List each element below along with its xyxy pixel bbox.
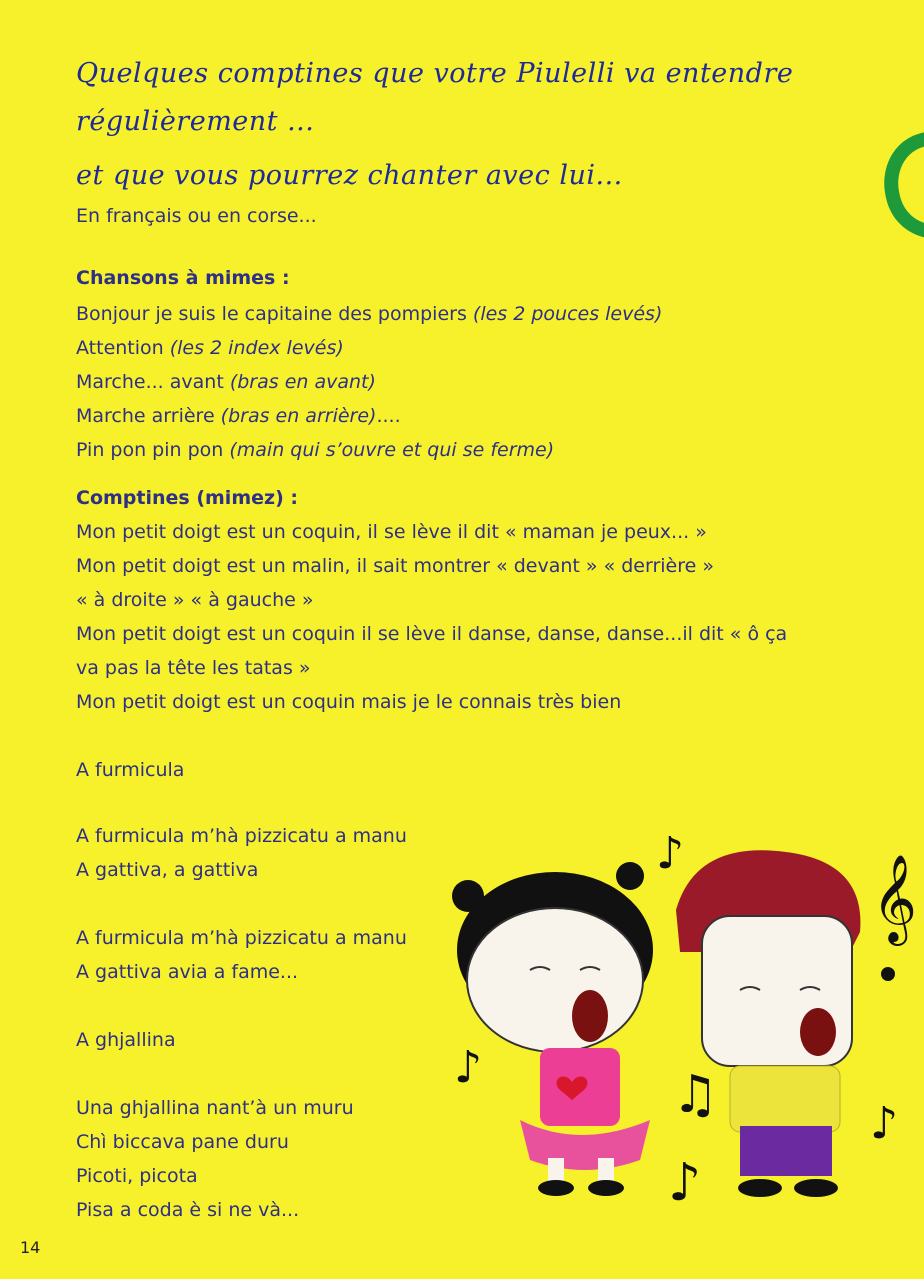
comptine-line: Mon petit doigt est un coquin, il se lève il dit « maman je peux... » xyxy=(76,521,707,543)
ghjallina-line: Chì biccava pane duru xyxy=(76,1131,289,1153)
ghjallina-line: Pisa a coda è si ne và... xyxy=(76,1199,300,1221)
furmicula-line: A furmicula m’hà pizzicatu a manu xyxy=(76,927,407,949)
svg-text:♫: ♫ xyxy=(672,1065,719,1125)
comptine-line: « à droite » « à gauche » xyxy=(76,589,314,611)
comptine-line: Mon petit doigt est un coquin mais je le connais très bien xyxy=(76,691,622,713)
comptine-line: Mon petit doigt est un malin, il sait montrer « devant » « derrière » xyxy=(76,555,714,577)
ghjallina-title: A ghjallina xyxy=(76,1029,176,1051)
mime-line: Marche... avant (bras en avant) xyxy=(76,371,376,393)
girl-figure xyxy=(452,862,653,1196)
furmicula-line: A gattiva, a gattiva xyxy=(76,859,259,881)
mimes-heading: Chansons à mimes : xyxy=(76,267,290,289)
svg-text:♪: ♪ xyxy=(454,1042,483,1093)
green-arc-decoration xyxy=(884,130,924,240)
comptine-line: va pas la tête les tatas » xyxy=(76,657,311,679)
comptine-line: Mon petit doigt est un coquin il se lève il danse, danse, danse...il dit « ô ça xyxy=(76,623,788,645)
ghjallina-line: Una ghjallina nant’à un muru xyxy=(76,1097,354,1119)
ghjallina-line: Picoti, picota xyxy=(76,1165,198,1187)
page-number: 14 xyxy=(20,1238,41,1257)
svg-text:𝄞: 𝄞 xyxy=(872,853,917,942)
furmicula-line: A gattiva avia a fame... xyxy=(76,961,299,983)
mime-line: Attention (les 2 index levés) xyxy=(76,337,344,359)
title-line-2: régulièrement ... xyxy=(76,106,315,137)
comptines-heading: Comptines (mimez) : xyxy=(76,487,298,509)
title-line-1: Quelques comptines que votre Piulelli va entendre xyxy=(76,58,794,89)
svg-text:♪: ♪ xyxy=(656,828,685,879)
boy-figure xyxy=(676,850,860,1197)
furmicula-title: A furmicula xyxy=(76,759,185,781)
title-line-3: et que vous pourrez chanter avec lui... xyxy=(76,160,623,191)
svg-text:♪: ♪ xyxy=(870,1098,899,1149)
singing-children-illustration xyxy=(440,820,924,1220)
mime-line: Marche arrière (bras en arrière).... xyxy=(76,405,401,427)
svg-text:♪: ♪ xyxy=(668,1153,702,1213)
furmicula-line: A furmicula m’hà pizzicatu a manu xyxy=(76,825,407,847)
intro-text: En français ou en corse... xyxy=(76,205,317,227)
mime-line: Bonjour je suis le capitaine des pompiers (les 2 pouces levés) xyxy=(76,303,663,325)
mime-line: Pin pon pin pon (main qui s’ouvre et qui se ferme) xyxy=(76,439,555,461)
